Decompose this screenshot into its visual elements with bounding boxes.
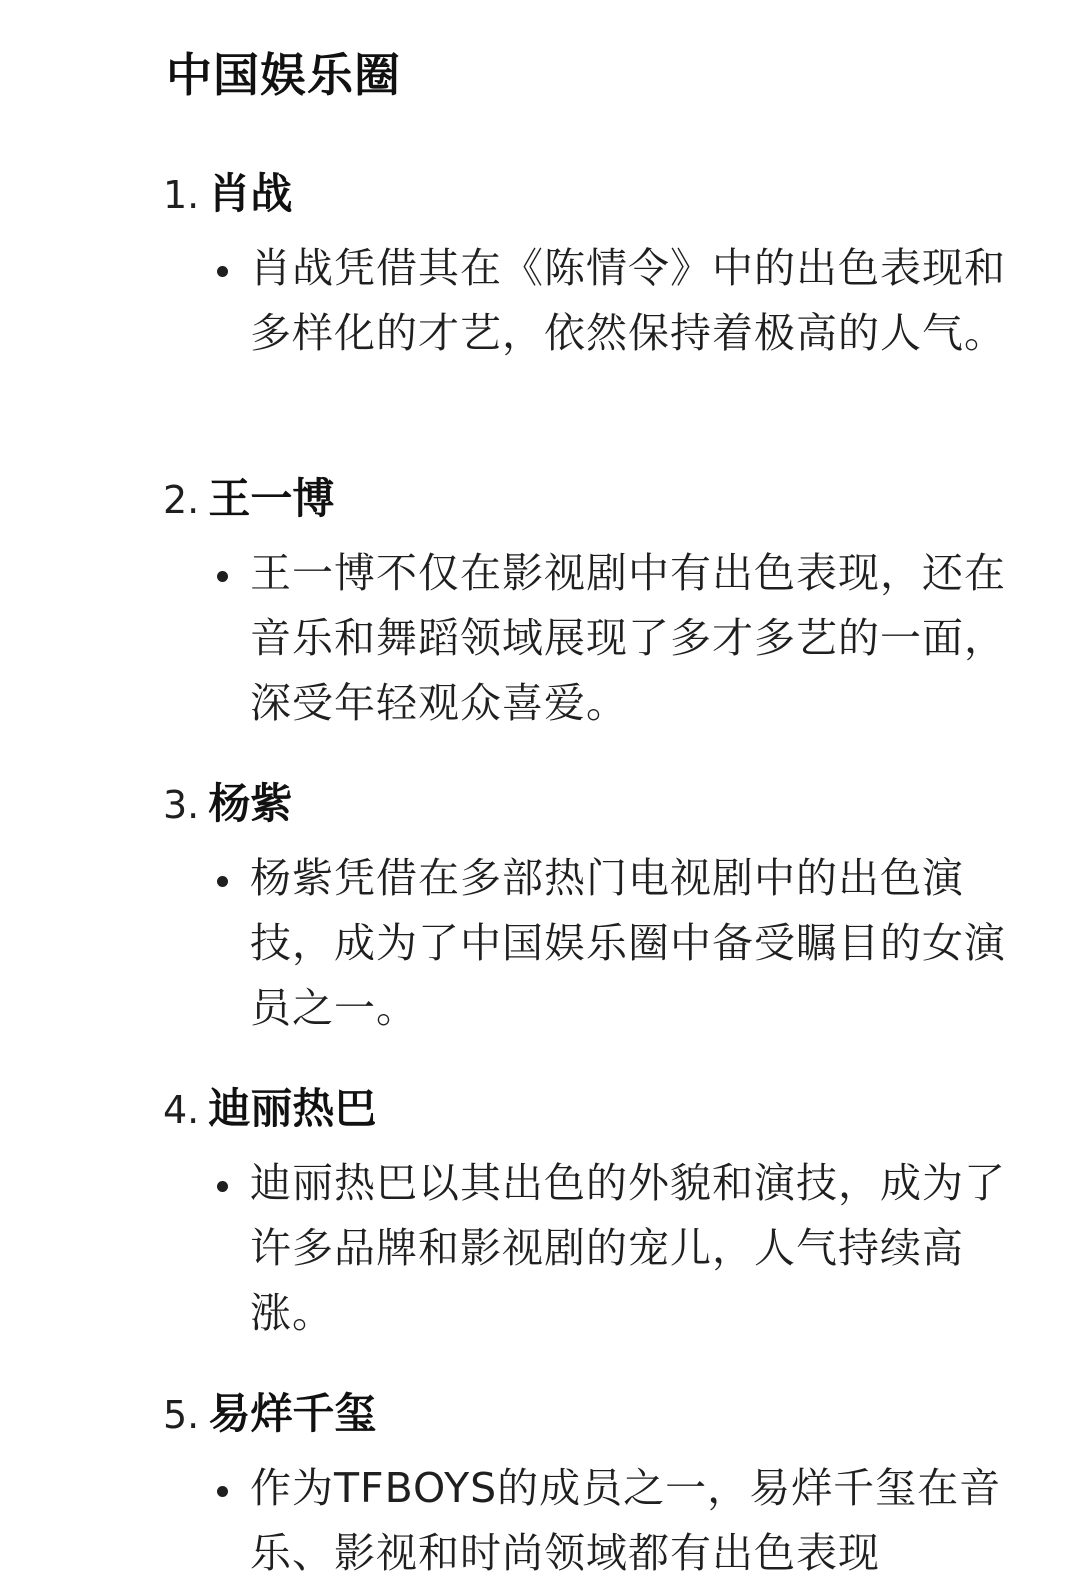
item-name: 肖战 xyxy=(208,169,293,218)
item-number: 4. xyxy=(163,1088,200,1132)
bullet-icon xyxy=(217,1486,228,1497)
item-description: 迪丽热巴以其出色的外貌和演技，成为了许多品牌和影视剧的宠儿，人气持续高涨。 xyxy=(250,1159,1006,1337)
item-heading xyxy=(163,776,292,832)
item-name: 王一博 xyxy=(208,474,335,523)
item-description: 王一博不仅在影视剧中有出色表现，还在音乐和舞蹈领域展现了多才多艺的一面，深受年轻观众喜爱。 xyxy=(250,549,1006,727)
item-name: 杨紫 xyxy=(208,779,293,828)
item-name: 迪丽热巴 xyxy=(208,1084,377,1133)
bullet-icon xyxy=(217,1181,228,1192)
item-description: 作为TFBOYS的成员之一，易烊千玺在音乐、影视和时尚领域都有出色表现 xyxy=(250,1464,1002,1576)
item-number: 3. xyxy=(163,783,200,827)
item-number: 2. xyxy=(163,478,200,522)
item-description: 杨紫凭借在多部热门电视剧中的出色演技，成为了中国娱乐圈中备受瞩目的女演员之一。 xyxy=(250,854,1006,1032)
item-heading xyxy=(163,471,334,527)
item-name: 易烊千玺 xyxy=(208,1389,377,1438)
item-number: 5. xyxy=(163,1393,200,1437)
item-heading xyxy=(163,1081,376,1137)
bullet-icon xyxy=(217,876,228,887)
item-heading xyxy=(163,166,292,222)
item-number: 1. xyxy=(163,173,200,217)
item-heading xyxy=(163,1386,376,1442)
section-title: 中国娱乐圈 xyxy=(166,48,401,102)
bullet-icon xyxy=(217,266,228,277)
bullet-icon xyxy=(217,571,228,582)
item-description: 肖战凭借其在《陈情令》中的出色表现和多样化的才艺，依然保持着极高的人气。 xyxy=(250,244,1006,357)
